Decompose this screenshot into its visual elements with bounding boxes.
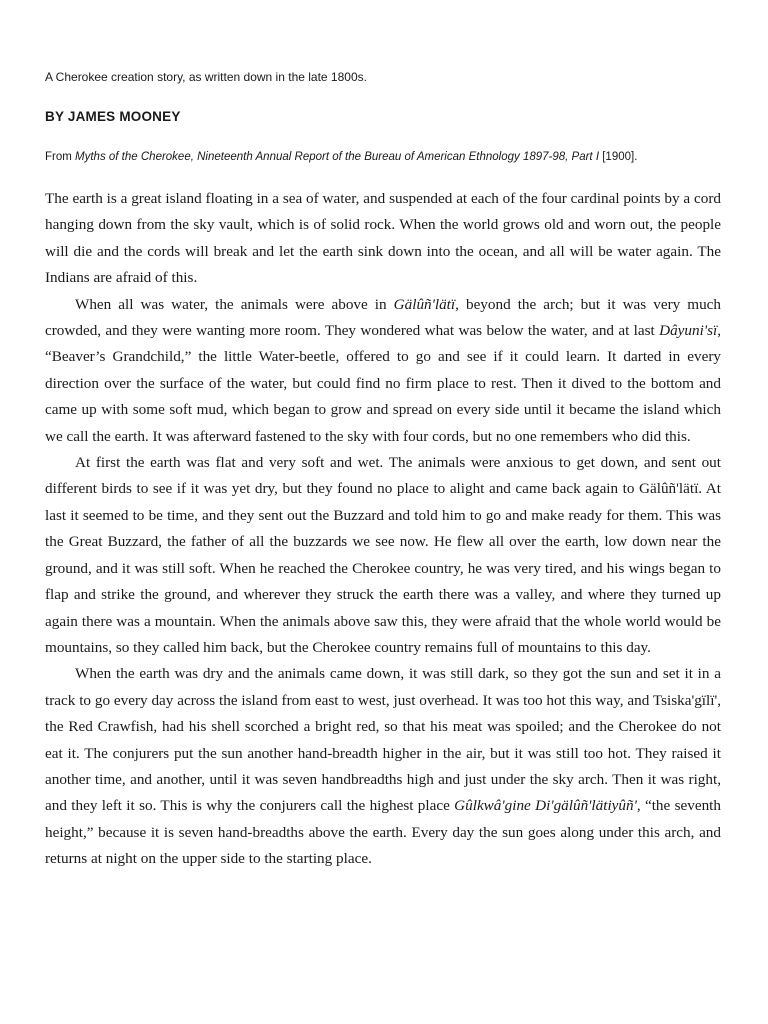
story-body <box>45 186 721 873</box>
paragraph-2-part-b: , beyond the arch; but it was very much crowded, and they were wanting more room. They wondered what was below the water, and at last <box>45 295 722 340</box>
paragraph-2-part-a: When all was water, the animals were above in <box>75 295 394 313</box>
term-dayunisi: Dâyuni'sï <box>659 322 718 340</box>
paragraph-1: The earth is a great island floating in a sea of water, and suspended at each of the four cardinal points by a cord hanging down from the sky vault, which is of solid rock. When the world grows old and worn out, the people will die and the cords will break and let the earth sink down into the ocean, and all will be water again. The Indians are afraid of this. <box>45 190 721 287</box>
author-byline: BY JAMES MOONEY <box>45 109 181 124</box>
paragraph-4 <box>45 661 721 872</box>
paragraph-3: At first the earth was flat and very soft and wet. The animals were anxious to get down, and sent out different birds to see if it was yet dry, but they found no place to alight and came back again to Gälûñ'lätï. At last it seemed to be time, and they sent out the Buzzard and told him to go and make ready for them. This was the Great Buzzard, the father of all the buzzards we see now. He flew all over the earth, low down near the ground, and it was still soft. When he reached the Cherokee country, he was very tired, and his wings began to flap and strike the ground, and wherever they struck the earth there was a valley, and where they turned up again there was a mountain. When the animals above saw this, they were afraid that the whole world would be mountains, so they called him back, but the Cherokee country remains full of mountains to this day. <box>45 454 721 656</box>
term-galunlati: Gälûñ'lätï <box>393 295 456 313</box>
paragraph-4-part-b: , “the seventh height,” because it is seven hand-breadths above the earth. Every day the sun goes along under this arch, and returns at night on the upper side to the starting place. <box>45 797 721 868</box>
term-seventh-height: Gûlkwâ'gine Di'gälûñ'lätiyûñ' <box>454 797 637 815</box>
paragraph-4-part-a: When the earth was dry and the animals came down, it was still dark, so they got the sun and set it in a track to go every day across the island from east to west, just overhead. It was too hot this way, and Tsiska'gïlï', the Red Crawfish, had his shell scorched a bright red, so that his meat was spoiled; and the Cherokee do not eat it. The conjurers put the sun another hand-breadth higher in the air, but it was still too hot. They raised it another time, and another, until it was seven handbreadths high and just under the sky arch. Then it was right, and they left it so. This is why the conjurers call the highest place <box>45 665 721 815</box>
source-title: Myths of the Cherokee, Nineteenth Annual Report of the Bureau of American Ethnology 1897-98, Part I <box>75 151 600 163</box>
source-year-open: [ <box>599 151 606 163</box>
source-citation <box>45 151 735 163</box>
paragraph-2-part-c: , “Beaver’s Grandchild,” the little Water-beetle, offered to go and see if it could learn. It darted in every direction over the surface of the water, but could find no firm place to rest. Then it dived to the bottom and came up with some soft mud, which began to grow and spread on every side until it became the island which we call the earth. It was afterward fastened to the sky with four cords, but no one remembers who did this. <box>45 322 721 445</box>
paragraph-2 <box>45 292 721 450</box>
source-year-close: ]. <box>631 151 638 163</box>
intro-line: A Cherokee creation story, as written down in the late 1800s. <box>45 70 367 84</box>
source-prefix: From <box>45 151 76 163</box>
source-year: 1900 <box>605 151 632 163</box>
